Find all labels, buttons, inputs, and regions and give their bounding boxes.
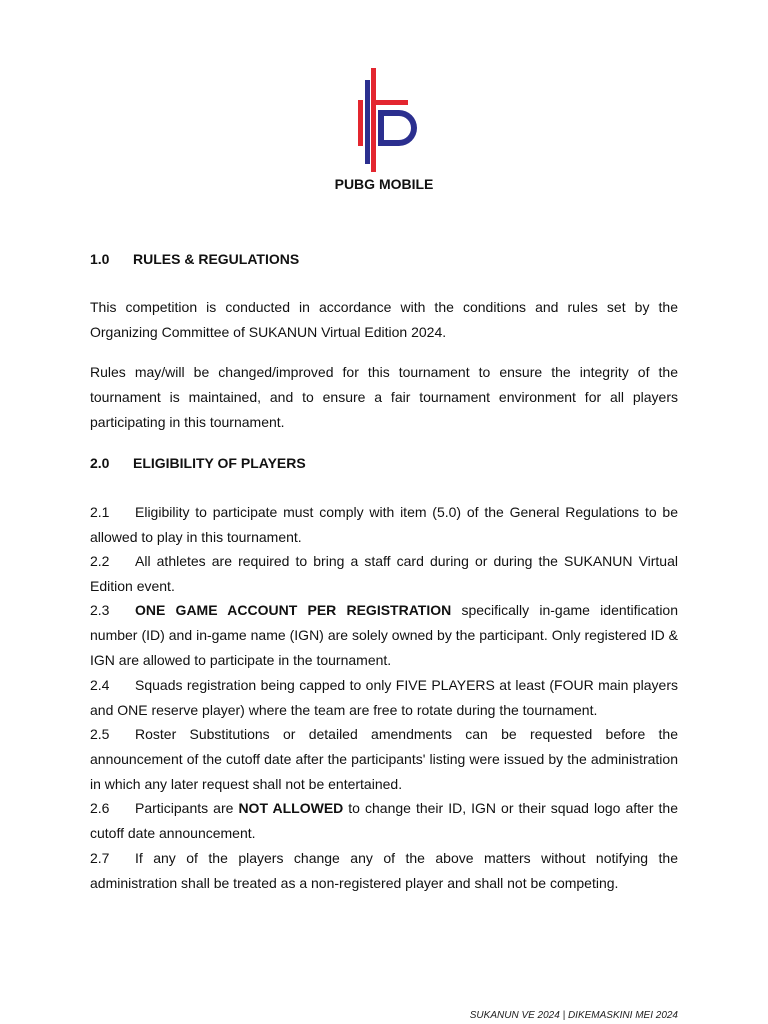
item-text: Squads registration being capped to only FIVE PLAYERS at least (FOUR main players and ONE reserve player) where the team are free to rotate during the tournament. <box>90 677 678 718</box>
section-1-number: 1.0 <box>90 251 110 267</box>
item-text: to change their ID, IGN or their squad logo after the cutoff date announcement. <box>90 800 678 841</box>
item-number: 2.3 <box>90 602 110 618</box>
list-item <box>90 549 678 599</box>
item-number: 2.1 <box>90 504 110 520</box>
list-item <box>90 722 678 797</box>
item-number: 2.4 <box>90 677 110 693</box>
section-2-number: 2.0 <box>90 455 110 471</box>
section-1-paragraph-1: This competition is conducted in accordance with the conditions and rules set by the Organizing Committee of SUKANUN Virtual Edition 2024. <box>90 299 678 340</box>
list-item <box>90 598 678 673</box>
list-item <box>90 846 678 896</box>
item-text: Roster Substitutions or detailed amendments can be requested before the announcement of the cutoff date after the participants' listing were issued by the administration in which any later request shall not be entertained. <box>90 726 678 792</box>
item-text: All athletes are required to bring a staff card during or during the SUKANUN Virtual Edition event. <box>90 553 678 594</box>
document-title: PUBG MOBILE <box>334 176 434 192</box>
list-item <box>90 796 678 846</box>
item-bold-text: NOT ALLOWED <box>238 800 344 816</box>
section-2-heading <box>90 455 306 471</box>
section-1-heading <box>90 251 299 267</box>
item-pre-text: Participants are <box>135 800 239 816</box>
item-number: 2.5 <box>90 726 110 742</box>
list-item <box>90 500 678 550</box>
section-1-title: RULES & REGULATIONS <box>133 251 300 267</box>
item-number: 2.2 <box>90 553 110 569</box>
item-number: 2.7 <box>90 850 110 866</box>
list-item <box>90 673 678 723</box>
item-bold-text: ONE GAME ACCOUNT PER REGISTRATION <box>135 602 452 618</box>
section-1-paragraph-2: Rules may/will be changed/improved for this tournament to ensure the integrity of the tournament is maintained, and to ensure a fair tournament environment for all players participating in this tournament. <box>90 364 678 430</box>
section-2-title: ELIGIBILITY OF PLAYERS <box>133 455 306 471</box>
item-text: If any of the players change any of the above matters without notifying the administration shall be treated as a non-registered player and shall not be competing. <box>90 850 678 891</box>
item-number: 2.6 <box>90 800 110 816</box>
item-text: specifically in-game identification number (ID) and in-game name (IGN) are solely owned by the participant. Only registered ID & IGN are allowed to participate in the tournament. <box>90 602 678 668</box>
item-text: Eligibility to participate must comply with item (5.0) of the General Regulations to be allowed to play in this tournament. <box>90 504 678 545</box>
page-footer: SUKANUN VE 2024 | DIKEMASKINI MEI 2024 <box>469 1010 678 1021</box>
sukanun-logo-icon <box>355 66 421 174</box>
